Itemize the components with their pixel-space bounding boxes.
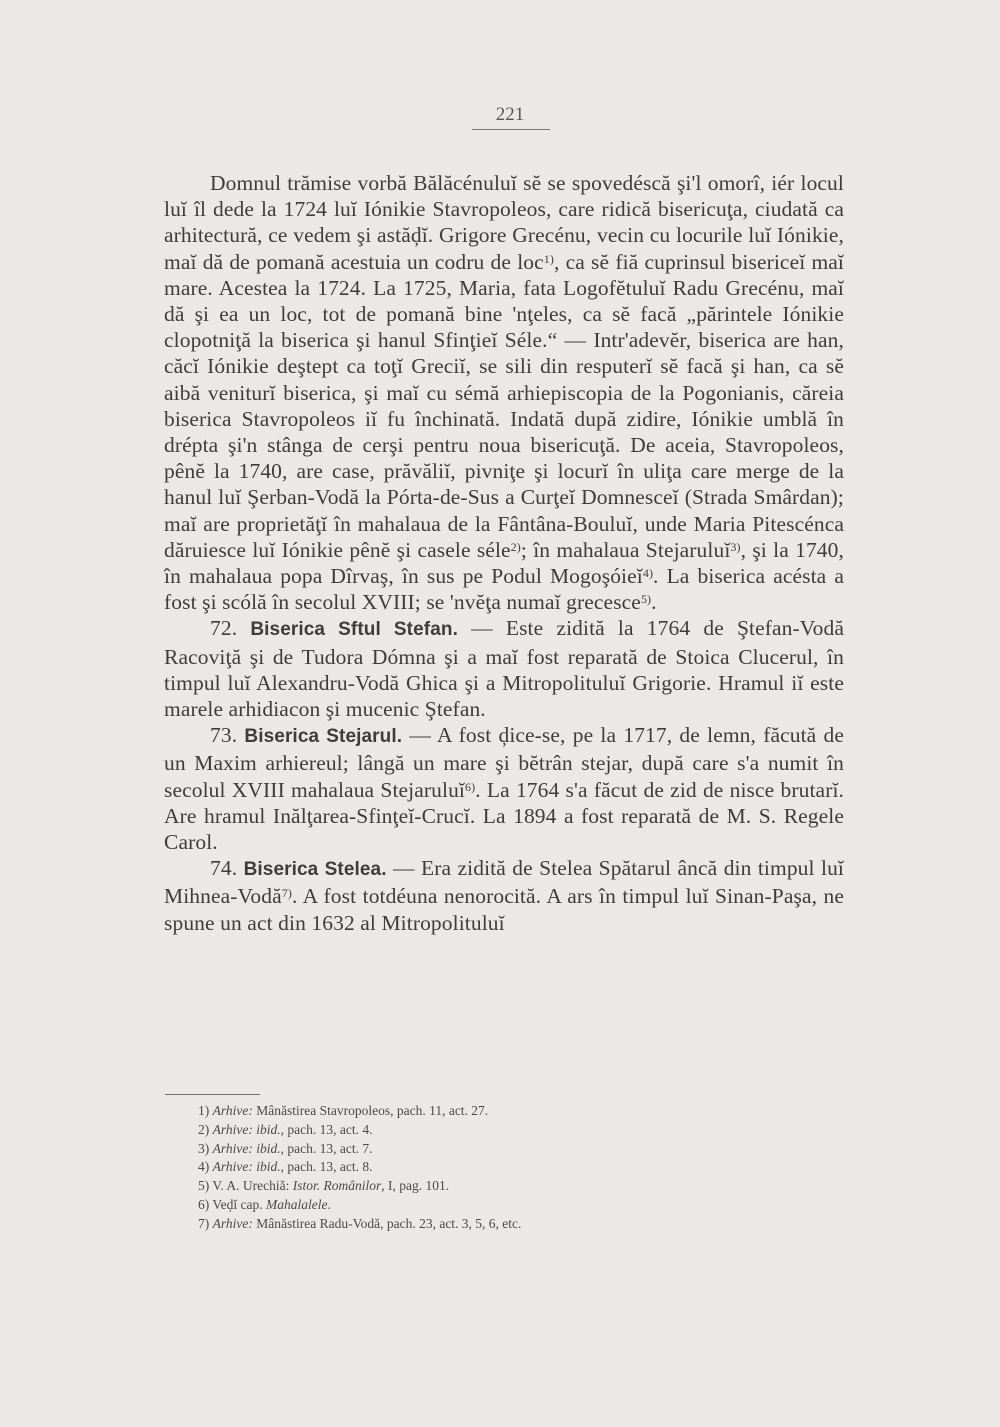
section-heading: Biserica Sftul Stefan. [250,619,458,641]
section-heading: Biserica Stejarul. [244,726,403,748]
text-run: . La biserica acésta a fost şi scólă în secolul XVIII; se 'nvĕţa numaĭ grecesce [164,564,845,615]
paragraph-stavropoleos [164,170,844,615]
section-number: 73. [210,723,238,748]
footnote [198,1215,718,1234]
text-run: . A fost totdéuna nenorocită. A ars în timpul luĭ Sinan-Paşa, ne spune un act din 1632 al Mitropolituluĭ [164,884,844,935]
footnote-text: Mânăstirea Stavropoleos, pach. 11, act. 27. [252,1103,489,1118]
text-run: , şi la 1740, în mahalaua popa Dîrvaş, în sus pe Podul Mogoşóieĭ [164,537,844,589]
footnote [198,1102,718,1121]
text-run: , ca sĕ fiă cuprinsul bisericeĭ maĭ mare. Acestea la 1724. La 1725, Maria, fata Logofĕtuluĭ Radu Grecénu, maĭ dă şi ea un loc, tot de pomană bine 'nţeles, ca sĕ facă „părintele Iónikie clopotniţă la biserica şi hanul Sfinţieĭ Séle.“ — Intr'adevĕr, biserica are han, căcĭ Iónikie deştept ca toţĭ Greciĭ, se sili din resputerĭ sĕ facă şi han, ca sĕ aibă veniturĭ biserica, şi maĭ cu sémă arhiepiscopia de la Pogonianis, căreia biserica Stavropoleos iĭ fu închinată. Indată după zidire, Iónikie umblă în drépta şi'n stânga de cerşi pentru noua bisericuţă. De aceia, Stavropoleos, pênĕ la 1740, are case, prăvăliĭ, pivniţe şi locurĭ în uliţa care merge de la hanul luĭ Şerban-Vodă la Pórta-de-Sus a Curţeĭ Domnesceĭ (Strada Smârdan); maĭ are proprietăţĭ în mahalaua de la Fântâna-Bouluĭ, unde Maria Pitescénca dăruiesce luĭ Iónikie pênĕ şi casele séle [164,249,844,562]
footnote-ref: 3) [730,539,741,554]
page-number: 221 [495,104,525,125]
text-run: Domnul trămise vorbă Bălăcénuluĭ sĕ se spovedéscă şi'l omorî, iér locul luĭ îl dede la 1724 luĭ Iónikie Stavropoleos, care ridică bisericuţa, ciudată ca arhitectură, ce vedem şi astăḑĭ. Grigore Grecénu, vecin cu locurile luĭ Iónikie, maĭ dă de pomană acestuia un codru de loc [164,171,844,274]
paragraph-stelea [164,855,844,936]
footnote-text: , I, pag. 101. [381,1178,450,1194]
footnote-text: , pach. 13, act. 4. [280,1121,373,1137]
footnote-divider [165,1094,260,1095]
footnote-number: 6) [198,1196,210,1212]
footnote-text: . [327,1196,331,1212]
footnote-source: Veḑĭ cap. [212,1196,266,1212]
footnote [198,1196,718,1215]
footnote-number: 7) [198,1215,210,1231]
footnote-source: Arhive: ibid. [212,1121,281,1137]
footnote-text: Mânăstirea Radu-Vodă, pach. 23, act. 3, 5, 6, etc. [252,1215,522,1231]
text-run: — Era zidită de Stelea Spătarul âncă din timpul luĭ Mihnea-Vodă [164,856,844,909]
paragraph-sftul-stefan [164,615,844,722]
footnote-number: 5) [198,1178,210,1194]
footnote-text: , pach. 13, act. 8. [280,1159,373,1175]
footnote-number: 2) [198,1121,210,1137]
footnote [198,1121,718,1140]
footnotes [198,1102,718,1234]
footnote-ref: 4) [642,566,654,581]
footnote-ref: 7) [281,886,292,901]
page-number-underline [472,129,550,130]
section-number: 74. [210,856,238,881]
section-heading: Biserica Stelea. [243,859,387,881]
text-run: ; în mahalaua Stejaruluĭ [520,537,731,562]
body-text [164,170,844,936]
footnote [198,1158,718,1177]
text-run: — A fost ḑice-se, pe la 1717, de lemn, făcută de un Maxim arhiereul; lângă un mare şi bĕtrân stejar, după care s'a numit în secolul XVIII mahalaua Stejaruluĭ [164,723,845,802]
footnote-text: , pach. 13, act. 7. [280,1140,373,1156]
footnote-source: V. A. Urechiă: [212,1178,293,1194]
section-number: 72. [210,616,238,641]
footnote-ref: 5) [640,592,652,607]
footnote-source: Arhive: [212,1215,253,1231]
footnote-source: Arhive: [212,1103,253,1118]
text-run: — Este zidită la 1764 de Ştefan-Vodă Racoviţă şi de Tudora Dómna şi a maĭ fost reparată de Stoica Clucerul, în timpul luĭ Alexandru-Vodă Ghica şi a Mitropolituluĭ Grigorie. Hramul iĭ este marele arhidiacon şi mucenic Ştefan. [164,616,844,722]
text-run: . [651,590,657,615]
text-run: . La 1764 s'a făcut de zid de nisce brutarĭ. Are hramul Inălţarea-Sfinţeĭ-Crucĭ. La 1894 a fost reparată de M. S. Regele Carol. [164,777,844,855]
paragraph-stejarul [164,722,844,855]
footnote-number: 1) [198,1103,210,1118]
footnote [198,1140,718,1159]
footnote-number: 4) [198,1159,210,1175]
footnote-title: Mahalalele [266,1196,328,1212]
footnote [198,1177,718,1196]
footnote-ref: 1) [543,251,554,266]
footnote-source: Arhive: ibid. [212,1140,281,1156]
footnote-ref: 6) [465,779,476,794]
footnote-source: Arhive: ibid. [212,1159,281,1175]
footnote-ref: 2) [510,539,521,554]
footnote-number: 3) [198,1140,210,1156]
footnote-title: Istor. Românilor [292,1178,382,1194]
